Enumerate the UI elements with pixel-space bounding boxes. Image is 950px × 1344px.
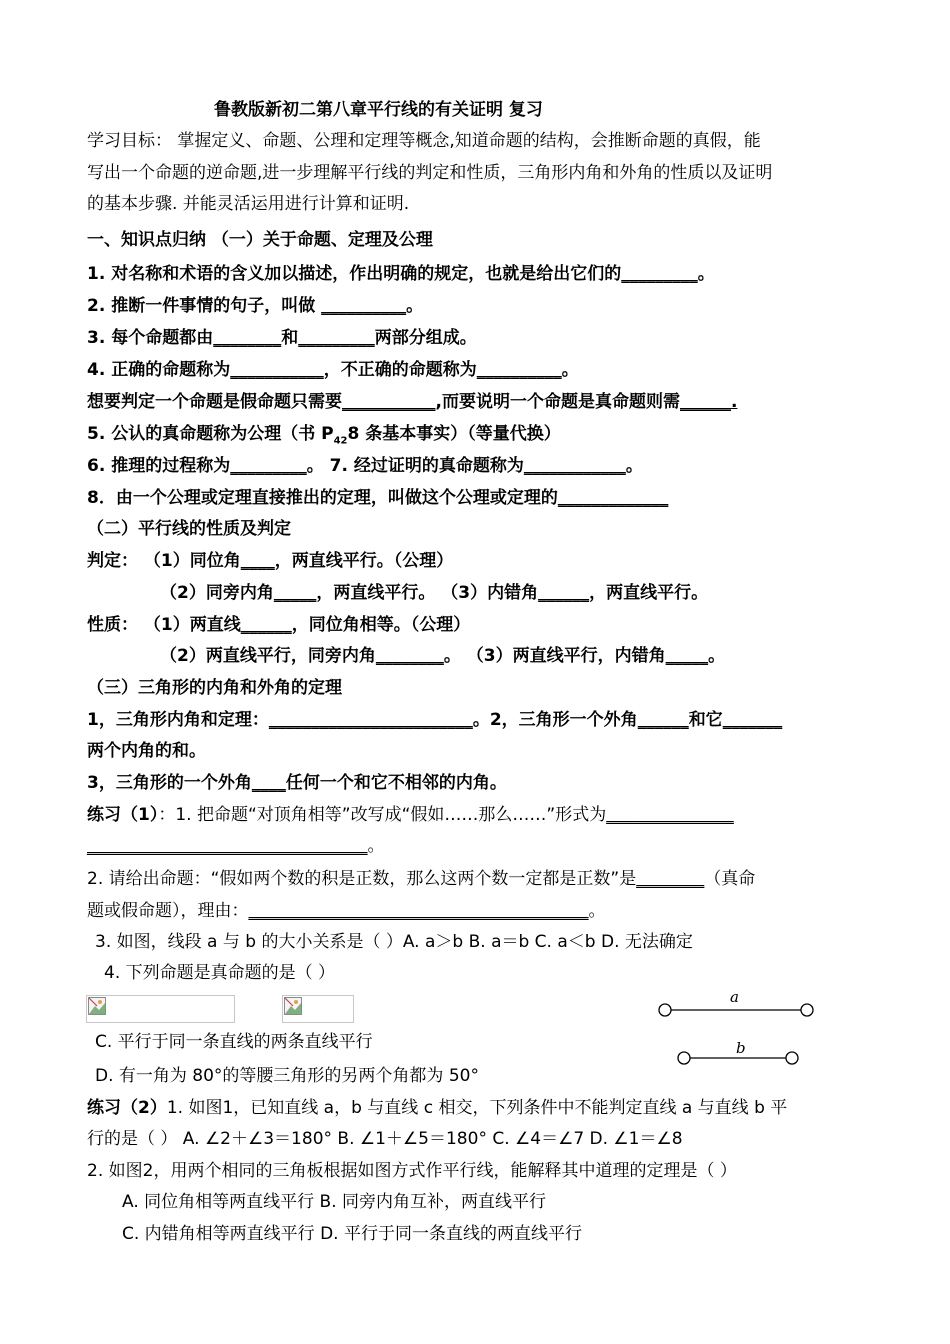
objective-line-3: 的基本步骤. 并能灵活运用进行计算和证明. [87,194,410,214]
practice1-q2-end: 。 [588,901,606,921]
question-6-7 [87,453,643,479]
triangle-theorem-3 [87,770,507,796]
broken-image-icon [284,997,302,1015]
criterion-3-blank[interactable]: ______ [538,583,590,603]
q2-blank[interactable]: __________ [321,296,407,316]
practice2-q2: 2. 如图2，用两个相同的三角板根据如图方式作平行线，能解释其中道理的定理是（ ） [87,1161,737,1181]
q4f-blank-2[interactable]: ______. [679,392,738,412]
practice2-options-ab: A. 同位角相等两直线平行 B. 同旁内角互补，两直线平行 [122,1192,547,1212]
theorem-3-blank[interactable]: ____ [251,773,286,793]
q4f-text-2: ,而要说明一个命题是真命题则需 [435,392,680,412]
property-2-3 [160,643,725,669]
practice2-options-cd: C. 内错角相等两直线平行 D. 平行于同一条直线的两直线平行 [122,1224,582,1244]
practice1-q1 [87,802,734,828]
objective-line-2: 写出一个命题的逆命题,进一步理解平行线的判定和性质，三角形内角和外角的性质以及证明 [87,163,773,183]
question-3 [87,325,477,351]
practice1-q2-cont [87,898,606,924]
theorem-1-text: 1，三角形内角和定理： [87,710,269,730]
criterion-2-text: （2）同旁内角 [160,583,274,603]
section2-heading: （二）平行线的性质及判定 [87,519,291,539]
criterion-1 [87,548,453,574]
q3-and: 和 [281,328,299,348]
broken-image-option-a [86,995,235,1023]
q4f-text: 想要判定一个命题是假命题只需要 [87,392,342,412]
q3-text: 3. 每个命题都由 [87,328,214,348]
practice1-label: 练习（1） [87,805,159,825]
criterion-3-text: ，两直线平行。 （3）内错角 [316,583,539,603]
q5-text-2: 8 条基本事实）（等量代换） [347,424,561,444]
criterion-2-3 [160,580,708,606]
question-4 [87,357,579,383]
practice2-q1 [87,1095,787,1121]
property-3-end: 。 [708,646,726,666]
criterion-1-text: 判定： （1）同位角 [87,551,241,571]
q4-text: 4. 正确的命题称为 [87,360,231,380]
property-1 [87,612,470,638]
property-1-end: ，同位角相等。（公理） [291,615,471,635]
q3-blank-2[interactable]: _________ [298,328,375,348]
theorem-2-text: 。2，三角形一个外角 [472,710,638,730]
broken-image-option-b [282,995,354,1023]
q1-blank[interactable]: _________ [621,264,698,284]
theorem-2-blank-1[interactable]: ______ [637,710,689,730]
q4-blank-2[interactable]: __________ [476,360,562,380]
practice1-q2-text: 2. 请给出命题：“假如两个数的积是正数，那么这两个数一定都是正数”是 [87,869,637,889]
theorem-2-blank-2[interactable]: _______ [722,710,783,730]
question-4-follow [87,389,737,415]
property-1-blank[interactable]: ______ [240,615,292,635]
q4-text-2: ，不正确的命题称为 [323,360,477,380]
property-3-blank[interactable]: _____ [665,646,709,666]
practice1-q2 [87,866,755,892]
segment-b-endpoint-left [678,1052,690,1064]
section3-heading: （三）三角形的内角和外角的定理 [87,678,342,698]
segment-b-endpoint-right [786,1052,798,1064]
q7-text: 。 7. 经过证明的真命题称为 [306,456,524,476]
segment-figure [650,985,825,1075]
q6-blank[interactable]: _________ [230,456,307,476]
question-5 [87,421,561,454]
practice1-q1-blank-2[interactable]: _________________________________ [87,836,368,856]
practice2-label: 练习（2） [87,1098,167,1118]
practice1-option-c: C. 平行于同一条直线的两条直线平行 [95,1032,373,1052]
q3-end: 两部分组成。 [374,328,477,348]
practice1-q3: 3. 如图，线段 a 与 b 的大小关系是（ ）A. a＞b B. a＝b C. a＜b D. 无法确定 [95,932,693,952]
practice1-option-d: D. 有一角为 80°的等腰三角形的另两个角都为 50° [95,1066,479,1086]
property-3-text: 。 （3）两直线平行，内错角 [443,646,666,666]
practice1-q2-reason-blank[interactable]: ________________________________________ [248,901,589,921]
section1-heading: 一、知识点归纳 （一）关于命题、定理及公理 [87,230,433,250]
q7-end: 。 [625,456,643,476]
property-2-text: （2）两直线平行，同旁内角 [160,646,376,666]
q2-end: 。 [406,296,424,316]
q1-end: 。 [697,264,715,284]
q1-text: 1. 对名称和术语的含义加以描述，作出明确的规定，也就是给出它们的 [87,264,622,284]
practice1-q2-text-2: （真命 [704,869,756,889]
practice1-q1-end: 。 [367,836,385,856]
criterion-1-end: ，两直线平行。（公理） [274,551,454,571]
page-title: 鲁教版新初二第八章平行线的有关证明 复习 [214,100,543,120]
q8-text: 8．由一个公理或定理直接推出的定理，叫做这个公理或定理的 [87,488,558,508]
criterion-1-blank[interactable]: ____ [240,551,275,571]
segment-b-label: b [736,1039,746,1057]
q7-blank[interactable]: ____________ [523,456,626,476]
theorem-3-text: 3，三角形的一个外角 [87,773,252,793]
theorem-2-and: 和它 [688,710,723,730]
practice1-q4: 4. 下列命题是真命题的是（ ） [104,963,336,983]
segment-a-endpoint-right [801,1004,813,1016]
segment-a-endpoint-left [659,1004,671,1016]
practice1-q2-reason: 题或假命题），理由： [87,901,249,921]
question-8 [87,485,668,511]
q4f-blank-1[interactable]: ___________ [342,392,436,412]
practice1-q1-cont [87,833,385,859]
theorem-1-blank[interactable]: ________________________ [268,710,473,730]
property-2-blank[interactable]: ________ [375,646,444,666]
q4-end: 。 [561,360,579,380]
question-1 [87,261,715,287]
criterion-3-end: ，两直线平行。 [589,583,709,603]
q8-blank[interactable]: _____________ [557,488,669,508]
q5-page-sub: 42 [333,435,348,447]
practice1-q1-text: ：1. 把命题“对顶角相等”改写成“假如……那么……”形式为 [158,805,607,825]
broken-image-icon [88,997,106,1015]
q6-text: 6. 推理的过程称为 [87,456,231,476]
objective-line-1: 学习目标： 掌握定义、命题、公理和定理等概念,知道命题的结构，会推断命题的真假，能 [87,131,761,151]
question-2 [87,293,423,319]
q2-text: 2. 推断一件事情的句子，叫做 [87,296,322,316]
segment-a-label: a [730,988,739,1006]
practice1-q1-blank[interactable]: _______________ [606,805,734,825]
q5-text: 5. 公认的真命题称为公理（书 P [87,424,334,444]
q3-blank-1[interactable]: ________ [213,328,282,348]
criterion-2-blank[interactable]: _____ [273,583,317,603]
practice2-q1-text: 1. 如图1，已知直线 a，b 与直线 c 相交，下列条件中不能判定直线 a 与直线 b 平 [166,1098,788,1118]
practice2-q1-cont: 行的是（ ） A. ∠2＋∠3＝180° B. ∠1＋∠5＝180° C. ∠4＝∠7 D. ∠1＝∠8 [87,1129,683,1149]
q4-blank-1[interactable]: ___________ [230,360,324,380]
triangle-theorem-2-cont: 两个内角的和。 [87,741,206,761]
triangle-theorem-1-2 [87,707,782,733]
practice1-q2-blank[interactable]: ________ [636,869,705,889]
property-1-text: 性质： （1）两直线 [87,615,241,635]
theorem-3-end: 任何一个和它不相邻的内角。 [285,773,507,793]
